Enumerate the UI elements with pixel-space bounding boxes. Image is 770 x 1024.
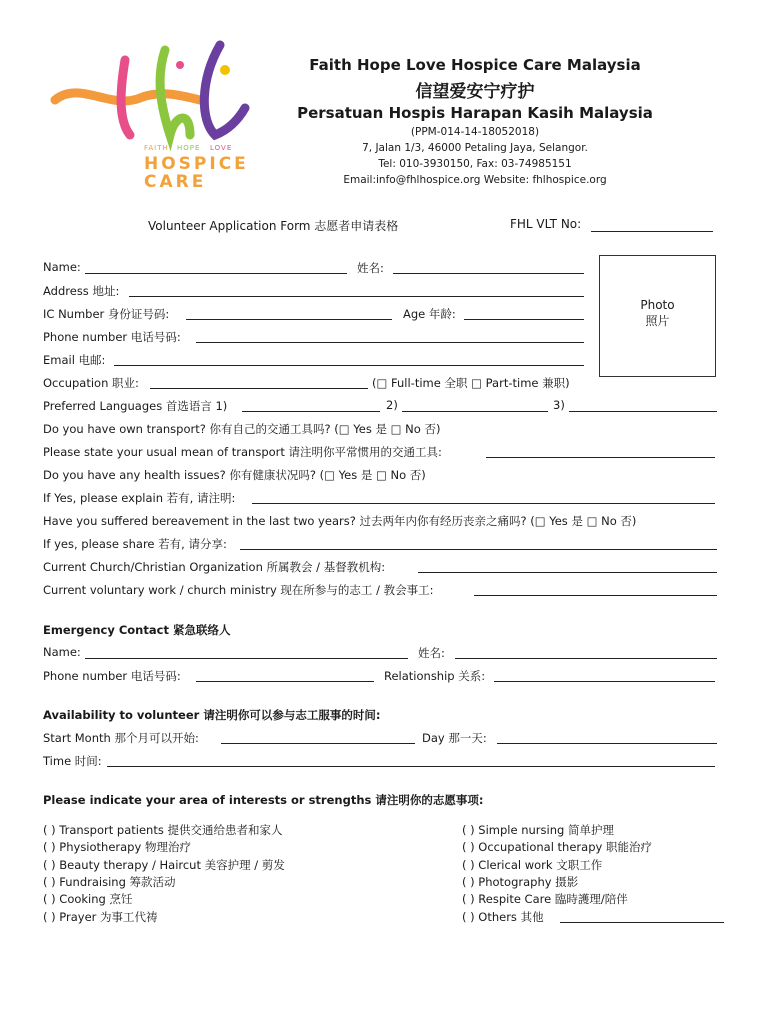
interest-beauty-therapy[interactable]: ( ) Beauty therapy / Haircut 美容护理 / 剪发 <box>43 858 285 872</box>
health-explain-label: If Yes, please explain 若有, 请注明: <box>43 491 236 505</box>
interest-prayer[interactable]: ( ) Prayer 为事工代祷 <box>43 910 158 924</box>
org-name-zh: 信望爱安宁疗护 <box>415 82 535 102</box>
language-2-label: 2) <box>386 398 398 412</box>
emergency-name-field[interactable] <box>85 658 408 659</box>
relationship-label: Relationship 关系: <box>384 669 486 683</box>
name-label: Name: <box>43 260 81 274</box>
availability-heading: Availability to volunteer 请注明你可以参与志工服事的时间: <box>43 708 381 722</box>
logo-hope: HOPE <box>177 144 201 152</box>
photo-label-zh: 照片 <box>645 314 670 328</box>
org-name-ms: Persatuan Hospis Harapan Kasih Malaysia <box>297 104 653 122</box>
time-field[interactable] <box>107 766 715 767</box>
logo-hospice: HOSPICE <box>144 154 249 174</box>
interest-respite-care[interactable]: ( ) Respite Care 臨時護理/陪伴 <box>462 892 628 906</box>
interest-others-field[interactable] <box>560 922 724 923</box>
voluntary-field[interactable] <box>474 595 717 596</box>
occupation-options[interactable]: (□ Full-time 全职 □ Part-time 兼职) <box>372 376 570 390</box>
name-zh-field[interactable] <box>393 273 584 274</box>
phone-label: Phone number 电话号码: <box>43 330 181 344</box>
interests-heading: Please indicate your area of interests or strengths 请注明你的志愿事项: <box>43 793 484 807</box>
time-label: Time 时间: <box>43 754 102 768</box>
health-explain-field[interactable] <box>252 503 715 504</box>
interest-physiotherapy[interactable]: ( ) Physiotherapy 物理治疗 <box>43 840 191 854</box>
org-ppm: (PPM-014-14-18052018) <box>410 126 540 138</box>
language-3-field[interactable] <box>569 411 717 412</box>
voluntary-label: Current voluntary work / church ministry 现在所参与的志工 / 教会事工: <box>43 583 434 597</box>
org-name-en: Faith Hope Love Hospice Care Malaysia <box>309 56 641 74</box>
photo-label: Photo <box>640 298 675 312</box>
occupation-label: Occupation 职业: <box>43 376 139 390</box>
share-field[interactable] <box>240 549 717 550</box>
phone-field[interactable] <box>196 342 584 343</box>
emergency-name-label: Name: <box>43 645 81 659</box>
interest-simple-nursing[interactable]: ( ) Simple nursing 简单护理 <box>462 823 614 837</box>
usual-transport-field[interactable] <box>486 457 715 458</box>
day-field[interactable] <box>497 743 717 744</box>
logo-faith: FAITH <box>144 144 169 152</box>
language-2-field[interactable] <box>402 411 548 412</box>
ic-field[interactable] <box>186 319 392 320</box>
interest-cooking[interactable]: ( ) Cooking 烹饪 <box>43 892 133 906</box>
relationship-field[interactable] <box>494 681 715 682</box>
language-3-label: 3) <box>553 398 565 412</box>
emergency-name-zh-field[interactable] <box>455 658 717 659</box>
email-field[interactable] <box>114 365 584 366</box>
interest-others[interactable]: ( ) Others 其他 <box>462 910 544 924</box>
vlt-no-label: FHL VLT No: <box>510 217 582 231</box>
start-month-field[interactable] <box>221 743 415 744</box>
start-month-label: Start Month 那个月可以开始: <box>43 731 199 745</box>
name-field[interactable] <box>85 273 347 274</box>
form-title: Volunteer Application Form 志愿者申请表格 <box>148 219 399 233</box>
interest-transport-patients[interactable]: ( ) Transport patients 提供交通给患者和家人 <box>43 823 283 837</box>
emergency-phone-field[interactable] <box>196 681 374 682</box>
address-label: Address 地址: <box>43 284 120 298</box>
church-label: Current Church/Christian Organization 所属教会 / 基督教机构: <box>43 560 386 574</box>
usual-transport-label: Please state your usual mean of transport 请注明你平常惯用的交通工具: <box>43 445 442 459</box>
emergency-heading: Emergency Contact 紧急联络人 <box>43 623 231 637</box>
age-label: Age 年龄: <box>403 307 456 321</box>
church-field[interactable] <box>418 572 717 573</box>
email-label: Email 电邮: <box>43 353 106 367</box>
ic-label: IC Number 身份证号码: <box>43 307 170 321</box>
share-label: If yes, please share 若有, 请分享: <box>43 537 227 551</box>
day-label: Day 那一天: <box>422 731 487 745</box>
name-zh-label: 姓名: <box>357 261 384 275</box>
interest-photography[interactable]: ( ) Photography 摄影 <box>462 875 579 889</box>
logo-care: CARE <box>144 172 207 192</box>
occupation-field[interactable] <box>150 388 368 389</box>
interest-fundraising[interactable]: ( ) Fundraising 筹款活动 <box>43 875 176 889</box>
emergency-phone-label: Phone number 电话号码: <box>43 669 181 683</box>
logo <box>50 40 260 195</box>
transport-question[interactable]: Do you have own transport? 你有自己的交通工具吗? (□ Yes 是 □ No 否) <box>43 422 441 436</box>
photo-box[interactable] <box>599 255 716 377</box>
language-1-field[interactable] <box>242 411 380 412</box>
org-email-web: Email:info@fhlhospice.org Website: fhlhospice.org <box>343 174 607 186</box>
emergency-name-zh-label: 姓名: <box>418 646 445 660</box>
vlt-no-field[interactable] <box>591 231 713 232</box>
interest-occupational-therapy[interactable]: ( ) Occupational therapy 职能治疗 <box>462 840 652 854</box>
bereavement-question[interactable]: Have you suffered bereavement in the last two years? 过去两年内你有经历丧亲之痛吗? (□ Yes 是 □ No 否) <box>43 514 637 528</box>
org-tel: Tel: 010-3930150, Fax: 03-74985151 <box>378 158 572 170</box>
org-address: 7, Jalan 1/3, 46000 Petaling Jaya, Selangor. <box>362 142 588 154</box>
health-question[interactable]: Do you have any health issues? 你有健康状况吗? (□ Yes 是 □ No 否) <box>43 468 426 482</box>
languages-label: Preferred Languages 首选语言 1) <box>43 399 228 413</box>
address-field[interactable] <box>129 296 584 297</box>
age-field[interactable] <box>464 319 584 320</box>
interest-clerical-work[interactable]: ( ) Clerical work 文职工作 <box>462 858 603 872</box>
logo-love: LOVE <box>210 144 233 152</box>
